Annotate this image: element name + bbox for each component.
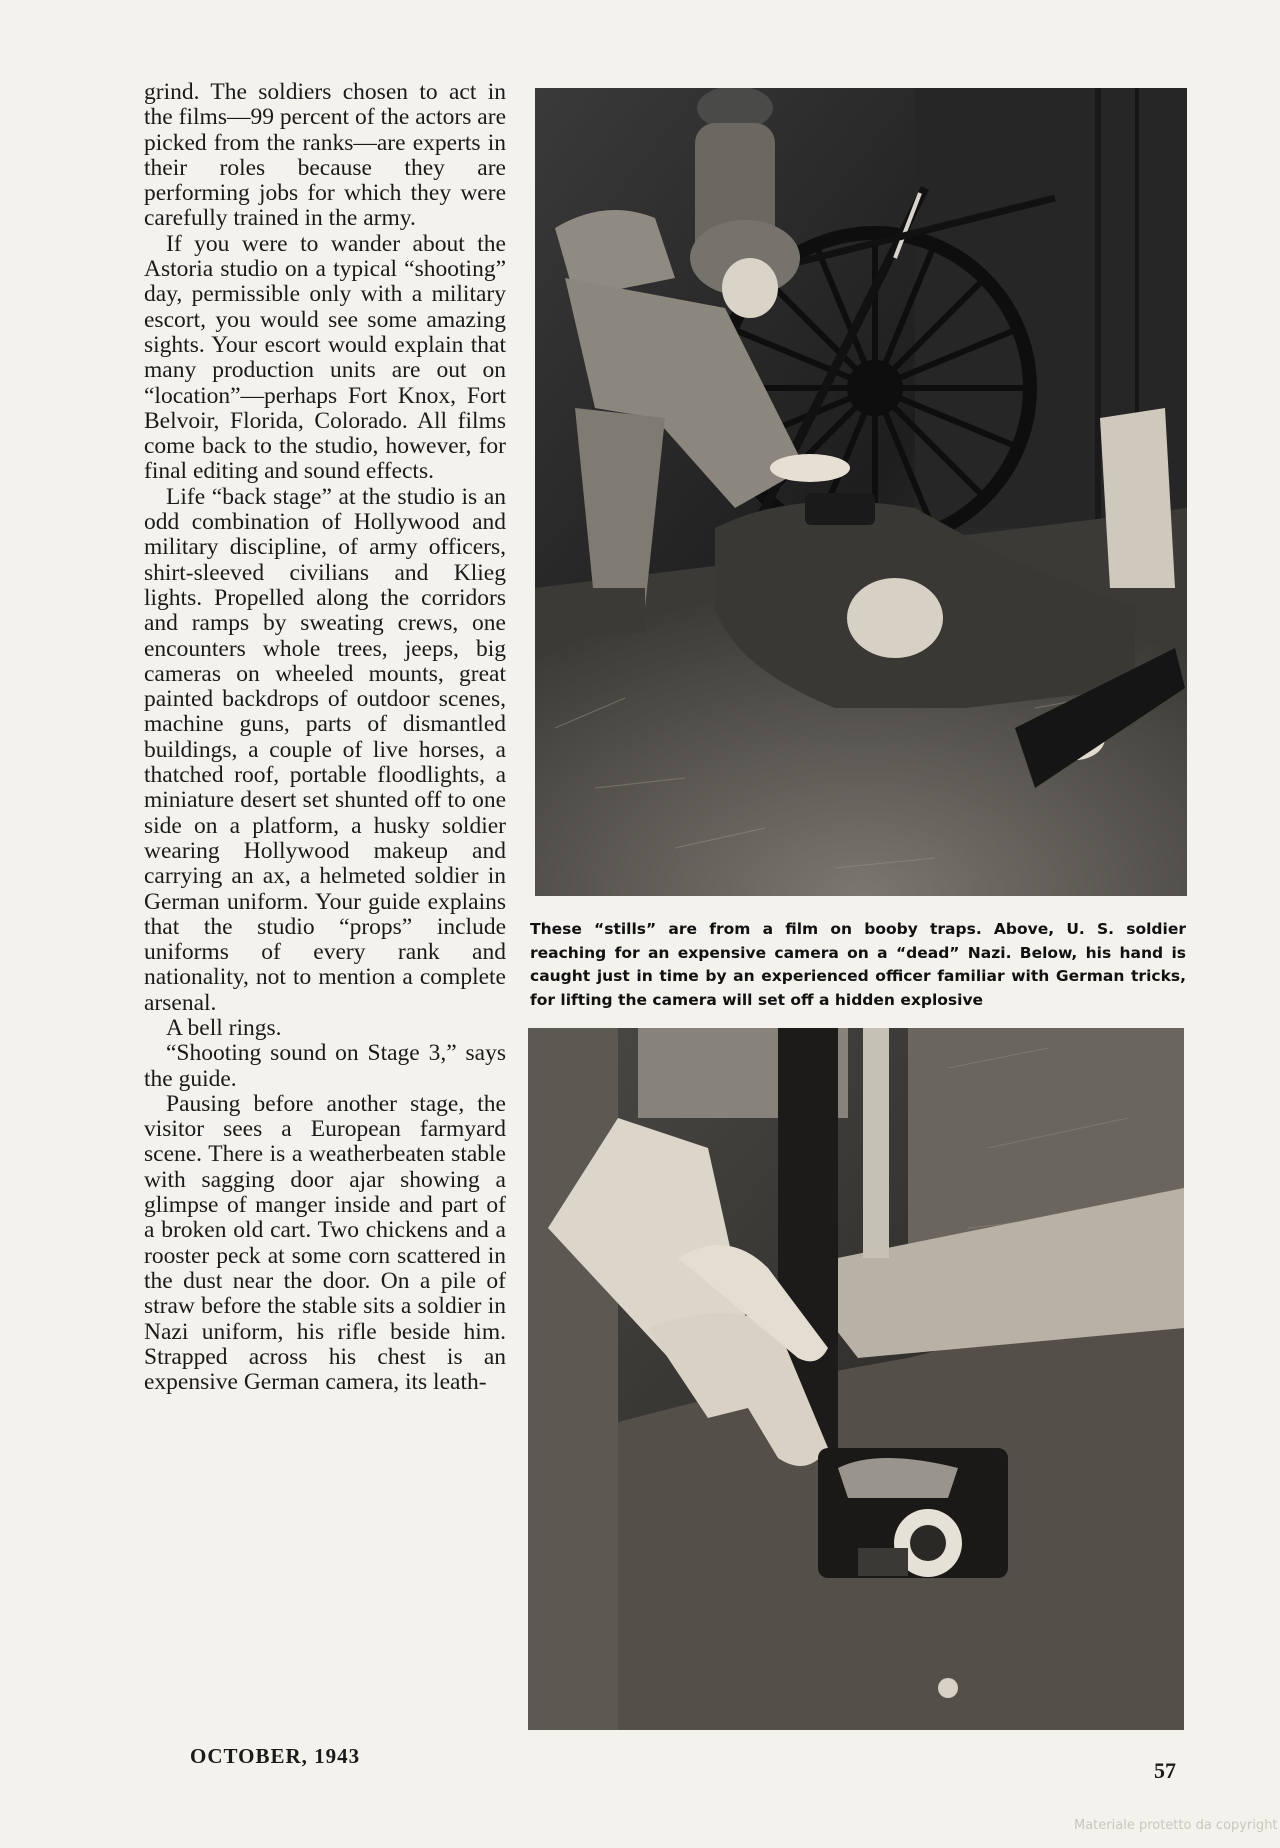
- photo-caption: These “stills” are from a film on booby traps. Above, U. S. soldier reaching for an expensive camera on a “dead” Nazi. Below, his hand is caught just in time by an experienced officer familiar with German tricks, for lifting the camera will set off a hidden explosive: [530, 920, 1186, 1009]
- issue-date: OCTOBER, 1943: [190, 1744, 361, 1768]
- article-paragraph-2: If you were to wander about the Astoria studio on a typical “shooting” day, permissible only with a military escort, you would see some amazing sights. Your escort would explain that many production units are out on “location”—perhaps Fort Knox, Fort Belvoir, Florida, Colorado. All films come back to the studio, however, for final editing and sound effects.: [144, 230, 506, 485]
- copyright-watermark: Materiale protetto da copyright: [1074, 1818, 1278, 1833]
- photo-soldier-reaching-camera: [535, 88, 1187, 896]
- page-number: 57: [1154, 1758, 1176, 1783]
- article-paragraph-1: grind. The soldiers chosen to act in the films—99 percent of the actors are picked from the ranks—are experts in their roles because they are performing jobs for which they were carefully trained in the army.: [144, 79, 506, 232]
- photo-hand-over-camera: [528, 1028, 1184, 1730]
- article-paragraph-5: “Shooting sound on Stage 3,” says the guide.: [144, 1040, 506, 1092]
- article-paragraph-6: Pausing before another stage, the visitor sees a European farmyard scene. There is a weatherbeaten stable with sagging door ajar showing a glimpse of manger inside and part of a broken old cart. Two chickens and a rooster peck at some corn scattered in the dust near the door. On a pile of straw before the stable sits a soldier in Nazi uniform, his rifle beside him. Strapped across his chest is an expensive German camera, its leath-: [144, 1090, 506, 1396]
- article-paragraph-4: A bell rings.: [166, 1014, 282, 1041]
- article-column: [144, 80, 506, 1395]
- article-paragraph-3: Life “back stage” at the studio is an odd combination of Hollywood and military discipline, of army officers, shirt-sleeved civilians and Klieg lights. Propelled along the corridors and ramps by sweating crews, one encounters whole trees, jeeps, big cameras on wheeled mounts, great painted backdrops of outdoor scenes, machine guns, parts of dismantled buildings, a couple of live horses, a thatched roof, portable floodlights, a miniature desert set shunted off to one side on a platform, a husky soldier wearing Hollywood makeup and carrying an ax, a helmeted soldier in German uniform. Your guide explains that the studio “props” include uniforms of every rank and nationality, not to mention a complete arsenal.: [144, 483, 506, 1016]
